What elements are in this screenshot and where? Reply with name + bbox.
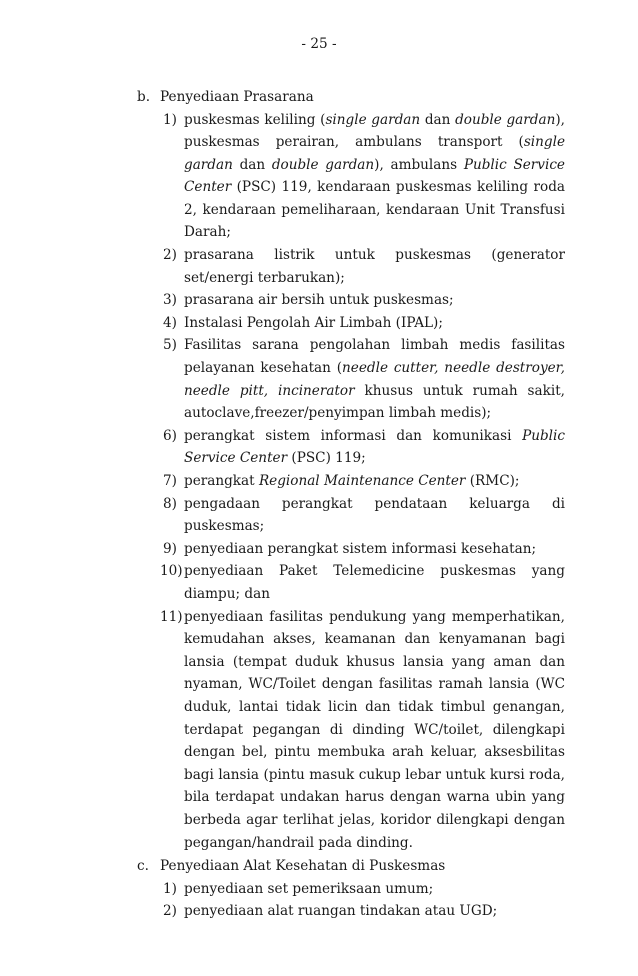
list-item-number: 9): [163, 540, 177, 557]
section-b-heading: [137, 86, 565, 109]
section-c-title: Penyediaan Alat Kesehatan di Puskesmas: [160, 858, 446, 875]
list-item-text: [184, 878, 565, 901]
text-run: penyediaan fasilitas pendukung yang memperhatikan, kemudahan akses, keamanan dan kenyamanan bagi lansia (tempat duduk khusus lansia yang aman dan nyaman, WC/Toilet dengan fasilitas ramah lansia (WC duduk, lantai tidak licin dan tidak timbul genangan, terdapat pegangan di dinding WC/toilet, dilengkapi dengan bel, pintu membuka arah keluar, aksesbilitas bagi lansia (pintu masuk cukup lebar untuk kursi roda, bila terdapat undakan harus dengan warna ubin yang berbeda agar terlihat jelas, koridor dilengkapi dengan pegangan/handrail pada dinding.: [184, 608, 565, 851]
list-item: [137, 109, 565, 245]
section-b-marker: b.: [137, 89, 151, 105]
list-item-text: [184, 900, 565, 923]
list-item: [137, 289, 565, 312]
italic-term: Public Service Center: [184, 156, 565, 196]
list-item-text: [184, 244, 565, 289]
list-item-text: [184, 538, 565, 561]
list-item: [137, 606, 565, 855]
text-run: (PSC) 119, kendaraan puskesmas keliling roda 2, kendaraan pemeliharaan, kendaraan Unit Transfusi Darah;: [184, 179, 565, 241]
text-run: khusus untuk rumah sakit, autoclave,freezer/penyimpan limbah medis);: [184, 382, 565, 422]
section-c-list: [137, 878, 565, 923]
list-item-text: [184, 289, 565, 312]
list-item: [137, 244, 565, 289]
italic-term: needle cutter, needle destroyer, needle pitt, incinerator: [184, 360, 565, 399]
text-run: ), puskesmas perairan, ambulans transport (: [184, 111, 565, 151]
list-item-text: [184, 425, 565, 470]
text-run: dan: [420, 111, 456, 128]
list-item-number: 6): [163, 427, 177, 444]
italic-term: double gardan: [271, 156, 375, 173]
text-run: dan: [232, 156, 272, 173]
text-run: ), ambulans: [374, 156, 464, 173]
page-number: - 25 -: [301, 36, 337, 52]
list-item-text: [184, 109, 565, 245]
list-item-text: [184, 493, 565, 538]
list-item-number: 1): [163, 111, 177, 128]
text-run: perangkat: [184, 473, 259, 489]
italic-term: single gardan: [184, 134, 565, 173]
section-c-marker: c.: [137, 858, 149, 875]
list-item: [137, 470, 565, 493]
text-run: Instalasi Pengolah Air Limbah (IPAL);: [184, 314, 443, 331]
list-item-number: 7): [163, 473, 177, 489]
list-item: [137, 493, 565, 538]
list-item-number: 11): [160, 608, 183, 625]
list-item: [137, 425, 565, 470]
list-item-number: 4): [163, 314, 177, 331]
text-run: puskesmas keliling (: [184, 111, 326, 128]
italic-term: single gardan: [325, 111, 421, 128]
text-run: pengadaan perangkat pendataan keluarga di puskesmas;: [184, 495, 565, 535]
document-body: [137, 86, 565, 923]
text-run: Fasilitas sarana pengolahan limbah medis fasilitas pelayanan kesehatan (: [184, 337, 565, 377]
text-run: prasarana air bersih untuk puskesmas;: [184, 292, 454, 309]
list-item-number: 1): [163, 880, 177, 897]
section-b-list: [137, 109, 565, 855]
section-b-title: Penyediaan Prasarana: [160, 89, 314, 105]
list-item-number: 2): [163, 903, 177, 920]
list-item: [137, 900, 565, 923]
list-item-number: 10): [160, 563, 183, 580]
text-run: (RMC);: [465, 473, 520, 489]
list-item-text: [184, 560, 565, 605]
list-item-text: [184, 470, 565, 493]
list-item-text: [184, 334, 565, 424]
list-item-number: 2): [163, 247, 177, 264]
text-run: penyediaan Paket Telemedicine puskesmas yang diampu; dan: [184, 563, 565, 602]
section-c-heading: [137, 855, 565, 878]
italic-term: Regional Maintenance Center: [258, 473, 466, 489]
list-item-number: 5): [163, 337, 177, 354]
list-item-number: 8): [163, 495, 177, 512]
list-item: [137, 878, 565, 901]
text-run: perangkat sistem informasi dan komunikasi: [184, 427, 523, 444]
text-run: penyediaan perangkat sistem informasi kesehatan;: [184, 540, 537, 557]
text-run: prasarana listrik untuk puskesmas (generator set/energi terbarukan);: [184, 247, 565, 286]
list-item-text: [184, 312, 565, 335]
italic-term: double gardan: [455, 111, 556, 128]
list-item: [137, 538, 565, 561]
text-run: penyediaan alat ruangan tindakan atau UGD;: [184, 903, 498, 920]
list-item-text: [184, 606, 565, 855]
text-run: penyediaan set pemeriksaan umum;: [184, 880, 434, 897]
text-run: (PSC) 119;: [287, 450, 366, 467]
list-item: [137, 560, 565, 605]
list-item: [137, 312, 565, 335]
italic-term: Public Service Center: [184, 427, 565, 467]
list-item: [137, 334, 565, 424]
list-item-number: 3): [163, 292, 177, 309]
